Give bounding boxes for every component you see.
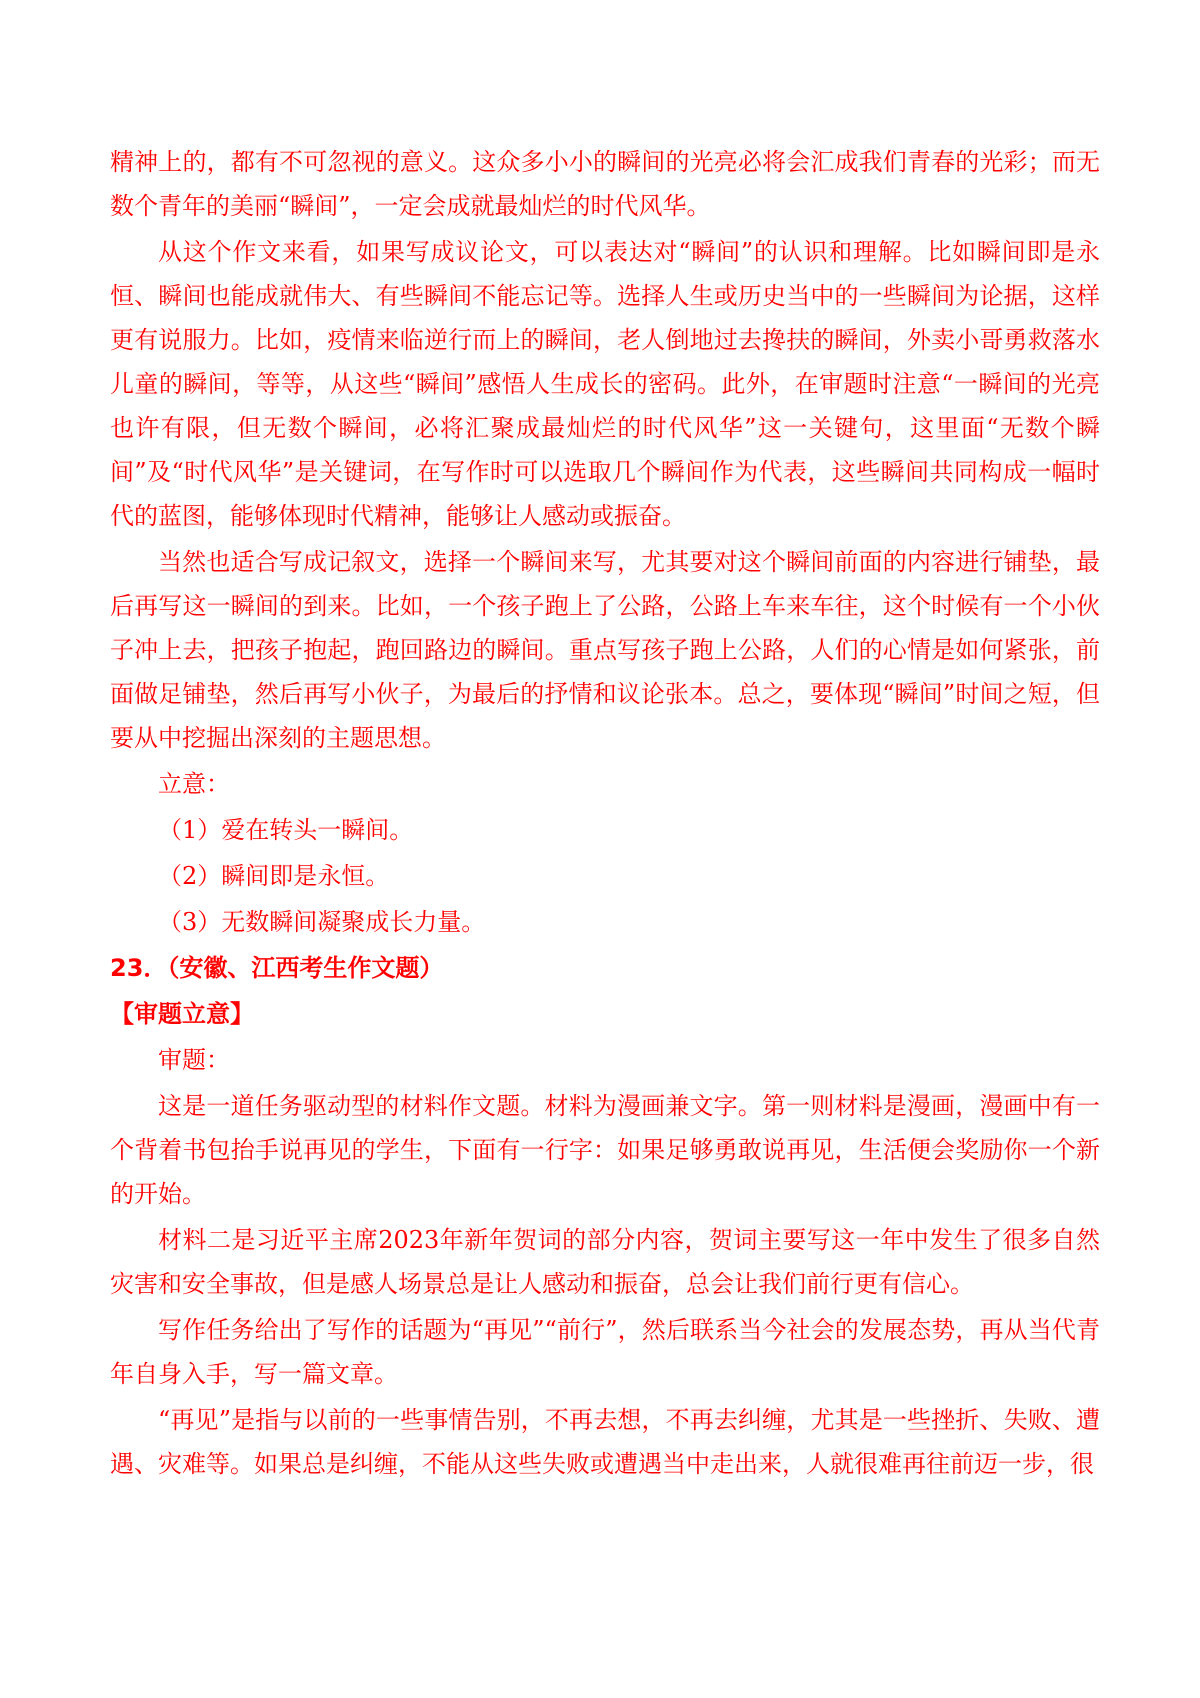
paragraph-narrative: 当然也适合写成记叙文，选择一个瞬间来写，尤其要对这个瞬间前面的内容进行铺垫，最后再写这一瞬间的到来。比如，一个孩子跑上了公路，公路上车来车往，这个时候有一个小伙子冲上去，把孩子抱起，跑回路边的瞬间。重点写孩子跑上公路，人们的心情是如何紧张，前面做足铺垫，然后再写小伙子，为最后的抒情和议论张本。总之，要体现“瞬间”时间之短，但要从中挖掘出深刻的主题思想。 <box>110 548 1100 752</box>
liyi-item-1: （1）爱在转头一瞬间。 <box>158 816 414 844</box>
paragraph-argumentative: 从这个作文来看，如果写成议论文，可以表达对“瞬间”的认识和理解。比如瞬间即是永恒、瞬间也能成就伟大、有些瞬间不能忘记等。选择人生或历史当中的一些瞬间为论据，这样更有说服力。比如，疫情来临逆行而上的瞬间，老人倒地过去搀扶的瞬间，外卖小哥勇救落水儿童的瞬间，等等，从这些“瞬间”感悟人生成长的密码。此外，在审题时注意“一瞬间的光亮也许有限，但无数个瞬间，必将汇聚成最灿烂的时代风华”这一关键句，这里面“无数个瞬间”及“时代风华”是关键词，在写作时可以选取几个瞬间作为代表，这些瞬间共同构成一幅时代的蓝图，能够体现时代精神，能够让人感动或振奋。 <box>110 238 1100 530</box>
paragraph-zaijian: “再见”是指与以前的一些事情告别，不再去想，不再去纠缠，尤其是一些挫折、失败、遭遇、灾难等。如果总是纠缠，不能从这些失败或遭遇当中走出来，人就很难再往前迈一步，很 <box>110 1406 1100 1478</box>
liyi-item-2: （2）瞬间即是永恒。 <box>158 862 390 890</box>
question-23-title: 23．（安徽、江西考生作文题） <box>110 954 444 982</box>
paragraph-material-one: 这是一道任务驱动型的材料作文题。材料为漫画兼文字。第一则材料是漫画，漫画中有一个背着书包抬手说再见的学生，下面有一行字：如果足够勇敢说再见，生活便会奖励你一个新的开始。 <box>110 1092 1100 1208</box>
shenti-label: 审题： <box>158 1046 230 1074</box>
liyi-label: 立意： <box>158 770 230 798</box>
paragraph-continuation: 精神上的，都有不可忽视的意义。这众多小小的瞬间的光亮必将会汇成我们青春的光彩；而无数个青年的美丽“瞬间”，一定会成就最灿烂的时代风华。 <box>110 148 1100 220</box>
section-title: 【审题立意】 <box>110 1000 254 1028</box>
document-page <box>110 140 1100 1486</box>
paragraph-material-two: 材料二是习近平主席2023年新年贺词的部分内容，贺词主要写这一年中发生了很多自然灾害和安全事故，但是感人场景总是让人感动和振奋，总会让我们前行更有信心。 <box>110 1226 1100 1298</box>
liyi-item-3: （3）无数瞬间凝聚成长力量。 <box>158 908 486 936</box>
paragraph-writing-task: 写作任务给出了写作的话题为“再见”“前行”，然后联系当今社会的发展态势，再从当代青年自身入手，写一篇文章。 <box>110 1316 1100 1388</box>
